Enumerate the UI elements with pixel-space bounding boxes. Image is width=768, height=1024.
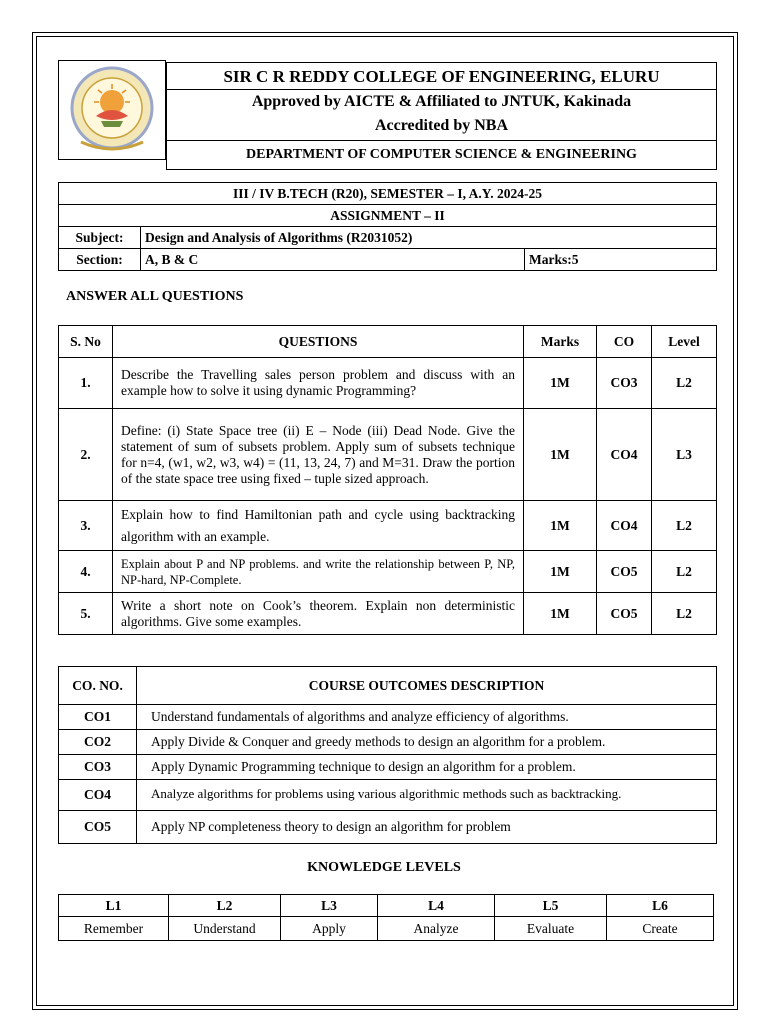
- question-co: CO5: [597, 593, 652, 635]
- question-marks: 1M: [524, 409, 597, 501]
- assignment-title: ASSIGNMENT – II: [59, 205, 717, 227]
- outcome-desc: Apply Dynamic Programming technique to design an algorithm for a problem.: [137, 755, 717, 780]
- table-row: [59, 755, 717, 780]
- table-row: [59, 780, 717, 811]
- table-row: [59, 705, 717, 730]
- question-marks: 1M: [524, 593, 597, 635]
- col-co-no: CO. NO.: [59, 667, 137, 705]
- question-number: 5.: [59, 593, 113, 635]
- approval-line: Approved by AICTE & Affiliated to JNTUK, Kakinada: [167, 90, 717, 115]
- knowledge-levels-title: KNOWLEDGE LEVELS: [307, 860, 461, 875]
- level-code: L3: [281, 895, 378, 917]
- question-marks: 1M: [524, 551, 597, 593]
- question-text: Define: (i) State Space tree (ii) E – Node (iii) Dead Node. Give the statement of sum of subsets problem. Apply sum of subsets technique for n=4, (w1, w2, w3, w4) = (11, 13, 24, 7) and M=31. Draw the portion of the state space tree using fixed – tuple sized approach.: [113, 409, 524, 501]
- question-co: CO5: [597, 551, 652, 593]
- subject-label: Subject:: [59, 227, 141, 249]
- col-level: Level: [652, 326, 717, 358]
- question-level: L2: [652, 593, 717, 635]
- table-row: [59, 551, 717, 593]
- question-number: 1.: [59, 358, 113, 409]
- level-code: L6: [607, 895, 714, 917]
- question-number: 2.: [59, 409, 113, 501]
- question-level: L2: [652, 358, 717, 409]
- outcome-code: CO5: [59, 811, 137, 844]
- section-label: Section:: [59, 249, 141, 271]
- outcome-desc: Understand fundamentals of algorithms and analyze efficiency of algorithms.: [137, 705, 717, 730]
- question-level: L2: [652, 551, 717, 593]
- section-value: A, B & C: [141, 249, 525, 271]
- program-line: III / IV B.TECH (R20), SEMESTER – I, A.Y. 2024-25: [59, 183, 717, 205]
- outcome-desc: Apply Divide & Conquer and greedy methods to design an algorithm for a problem.: [137, 730, 717, 755]
- level-name: Create: [607, 917, 714, 941]
- department-name: DEPARTMENT OF COMPUTER SCIENCE & ENGINEERING: [167, 141, 717, 170]
- outcome-desc: Analyze algorithms for problems using various algorithmic methods such as backtracking.: [137, 780, 717, 811]
- course-outcomes-table: [58, 666, 717, 844]
- question-level: L3: [652, 409, 717, 501]
- table-row: [59, 409, 717, 501]
- table-row: [59, 811, 717, 844]
- outcome-desc: Apply NP completeness theory to design an algorithm for problem: [137, 811, 717, 844]
- question-text: Explain about P and NP problems. and write the relationship between P, NP, NP-hard, NP-Complete.: [113, 551, 524, 593]
- question-number: 4.: [59, 551, 113, 593]
- question-co: CO4: [597, 501, 652, 551]
- table-row: [59, 593, 717, 635]
- question-text: Describe the Travelling sales person problem and discuss with an example how to solve it using dynamic Programming?: [113, 358, 524, 409]
- col-co: CO: [597, 326, 652, 358]
- level-name: Analyze: [378, 917, 495, 941]
- level-code: L4: [378, 895, 495, 917]
- question-text: Write a short note on Cook’s theorem. Explain non deterministic algorithms. Give some examples.: [113, 593, 524, 635]
- outcome-code: CO3: [59, 755, 137, 780]
- college-name: SIR C R REDDY COLLEGE OF ENGINEERING, ELURU: [167, 63, 717, 90]
- question-marks: 1M: [524, 501, 597, 551]
- outcome-code: CO2: [59, 730, 137, 755]
- outcome-code: CO4: [59, 780, 137, 811]
- question-text: Explain how to find Hamiltonian path and cycle using backtracking algorithm with an example.: [113, 501, 524, 551]
- marks-total: Marks:5: [525, 249, 717, 271]
- knowledge-levels-table: [58, 894, 714, 941]
- question-co: CO3: [597, 358, 652, 409]
- question-marks: 1M: [524, 358, 597, 409]
- col-marks: Marks: [524, 326, 597, 358]
- accreditation-line: Accredited by NBA: [167, 114, 717, 141]
- assignment-info: [58, 182, 717, 271]
- level-code: L5: [495, 895, 607, 917]
- col-questions: QUESTIONS: [113, 326, 524, 358]
- question-level: L2: [652, 501, 717, 551]
- college-logo: [58, 60, 166, 160]
- level-name: Understand: [169, 917, 281, 941]
- college-seal-icon: [63, 64, 161, 156]
- level-name: Evaluate: [495, 917, 607, 941]
- level-code: L1: [59, 895, 169, 917]
- level-code: L2: [169, 895, 281, 917]
- level-name: Remember: [59, 917, 169, 941]
- table-row: [59, 501, 717, 551]
- question-number: 3.: [59, 501, 113, 551]
- table-row: [59, 358, 717, 409]
- answer-all-title: ANSWER ALL QUESTIONS: [66, 289, 244, 304]
- subject-value: Design and Analysis of Algorithms (R2031052): [141, 227, 717, 249]
- outcome-code: CO1: [59, 705, 137, 730]
- col-outcome-desc: COURSE OUTCOMES DESCRIPTION: [137, 667, 717, 705]
- table-row: [59, 730, 717, 755]
- college-header: [166, 62, 717, 170]
- questions-table: [58, 325, 717, 635]
- col-sno: S. No: [59, 326, 113, 358]
- level-name: Apply: [281, 917, 378, 941]
- question-co: CO4: [597, 409, 652, 501]
